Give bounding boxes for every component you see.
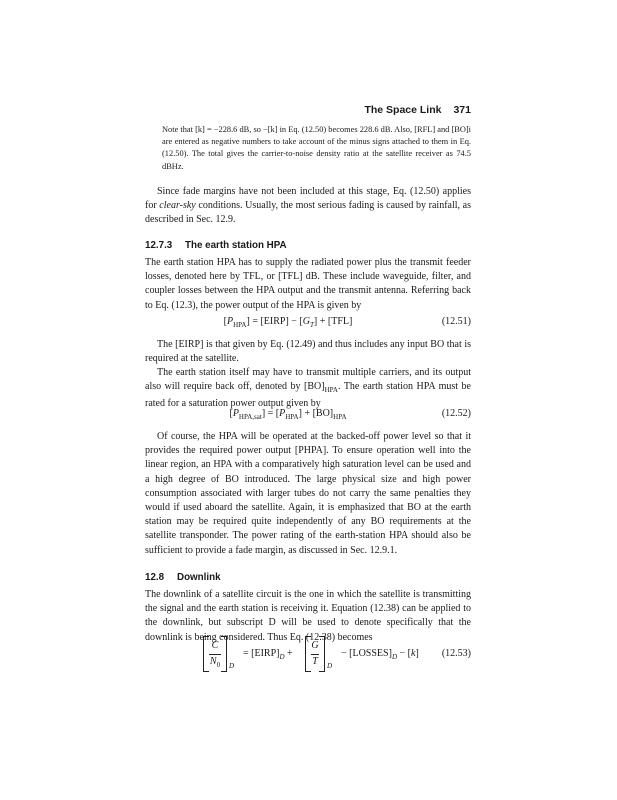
section-heading-12-7-3: 12.7.3 The earth station HPA bbox=[145, 240, 287, 251]
fraction-g-over-t: G T bbox=[305, 636, 325, 672]
page-number: 371 bbox=[453, 104, 471, 116]
equation-number: (12.51) bbox=[441, 316, 471, 327]
equation-12-51 bbox=[145, 316, 471, 334]
equation-12-53: C $N_0$ D = $[EIRP]_D$ + G T D − $[LOSSES]_D - [k]$ (12.53) bbox=[145, 636, 471, 676]
running-head bbox=[145, 104, 471, 116]
paragraph-downlink: The downlink of a satellite circuit is the one in which the satellite is transmitting the signal and the earth station is receiving it. Equation (12.38) can be applied to the downlink, but subscript D will be used to denote specifically that the downlink is being considered. Thus Eq. (12.38) becomes bbox=[145, 589, 471, 643]
paragraph-eirp: The [EIRP] is that given by Eq. (12.49) and thus includes any input BO that is required at the satellite. bbox=[145, 339, 471, 365]
paragraph-backed-off: Of course, the HPA will be operated at the backed-off power level so that it provides the required power output [PHPA]. To ensure operation well into the linear region, an HPA with a comparatively high saturation level can be used and a high degree of BO introduced. The large physical size and high power consumption associated with larger tubes do not carry the same penalties they would if used aboard the satellite. Again, it is emphasized that BO at the earth station may be required quite independently of any BO requirements at the satellite transponder. The power rating of the earth-station HPA should also be sufficient to provide a fade margin, as discussed in Sec. 12.9.1. bbox=[145, 431, 471, 556]
paragraph-clear-sky: Since fade margins have not been included at this stage, Eq. (12.50) applies for clear-sky conditions. Usually, the most serious fading is caused by rainfall, as described in Sec. 12.9. bbox=[145, 186, 471, 226]
equation-12-52 bbox=[145, 408, 471, 426]
worked-example-note: Note that [k] = −228.6 dB, so −[k] in Eq. (12.50) becomes 228.6 dB. Also, [RFL] and [BO]i are entered as negative numbers to take account of the minus signs attached to them in Eq. (12.50). The total gives the carrier-to-noise density ratio at the satellite receiver as 74.5 dBHz. bbox=[162, 125, 471, 171]
equation-number: (12.52) bbox=[441, 408, 471, 419]
section-heading-12-8: 12.8 Downlink bbox=[145, 572, 221, 583]
fraction-c-over-n0: C $N_0$ bbox=[203, 636, 227, 672]
equation-12-51-body: $[P_{HPA}]$ = [EIRP] − $[G_T] + [TFL]$ bbox=[223, 316, 353, 329]
running-head-title: The Space Link bbox=[364, 104, 442, 116]
paragraph-hpa-intro: The earth station HPA has to supply the radiated power plus the transmit feeder losses, denoted here by TFL, or [TFL] dB. These include waveguide, filter, and coupler losses between the HPA output and the transmit antenna. Referring back to Eq. (12.3), the power output of the HPA is given by bbox=[145, 257, 471, 311]
equation-number: (12.53) bbox=[441, 648, 471, 659]
equation-12-52-body: $[P_{HPA,sat}] = [P_{HPA}] + [BO]_{HPA}$ bbox=[229, 408, 347, 421]
paragraph-multiple-carriers: The earth station itself may have to transmit multiple carriers, and its output also will require back off, denoted by $[BO]_{HPA}$. The earth station HPA must be rated for a saturation power output given by bbox=[145, 367, 471, 410]
